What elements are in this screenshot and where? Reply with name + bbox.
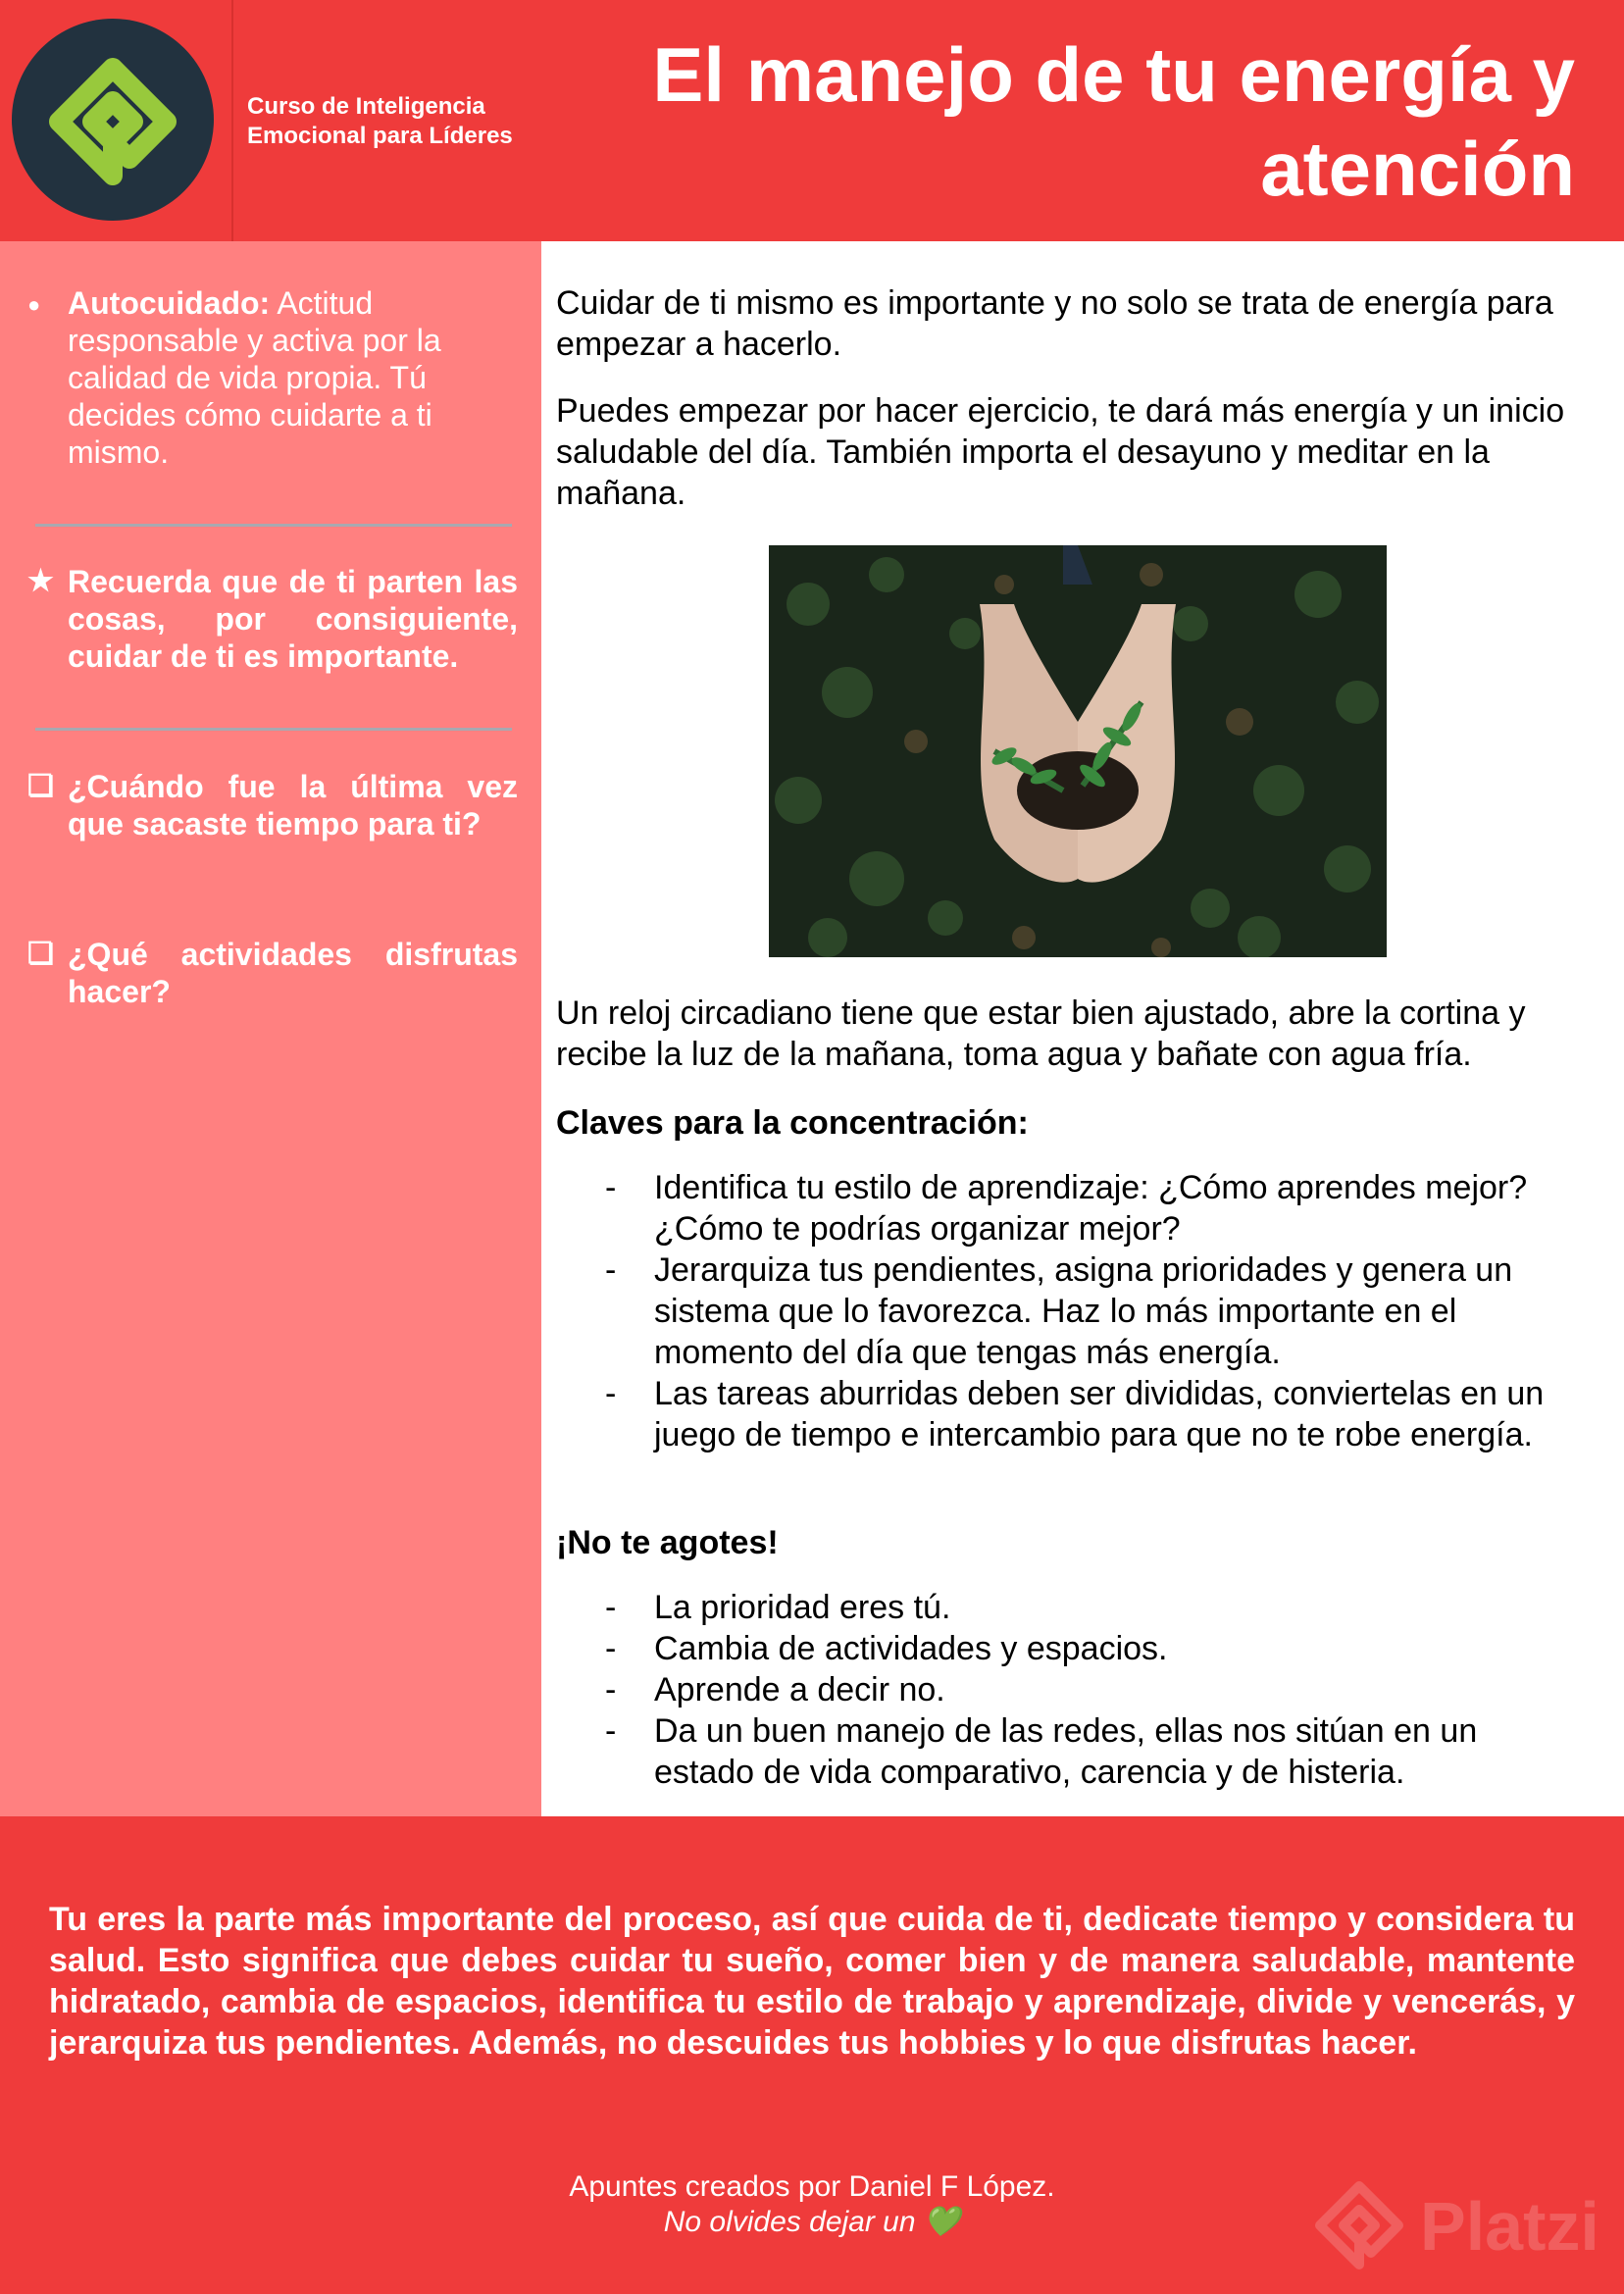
- header: [0, 0, 1624, 241]
- bullet-icon: ●: [27, 292, 41, 317]
- list-item: - Jerarquiza tus pendientes, asigna prioridades y genera un sistema que lo favorezca. Haz lo más importante en el momento del día que tengas más energía.: [605, 1251, 1513, 1371]
- star-icon: ★: [27, 565, 54, 597]
- concentration-list: [605, 1167, 1586, 1455]
- sidebar: [0, 241, 541, 1816]
- paragraph-3: Un reloj circadiano tiene que estar bien ajustado, abre la cortina y recibe la luz de la mañana, toma agua y bañate con agua fría.: [556, 994, 1526, 1073]
- platzi-watermark: [1310, 2176, 1604, 2274]
- divider: [35, 728, 512, 731]
- heading-no-agotes: ¡No te agotes!: [556, 1524, 779, 1561]
- list-item: - Da un buen manejo de las redes, ellas nos sitúan en un estado de vida comparativo, carencia y de histeria.: [605, 1712, 1478, 1791]
- logo-box: [0, 0, 233, 241]
- reminder-text: Recuerda que de ti parten las cosas, por consiguiente, cuidar de ti es importante.: [68, 564, 518, 674]
- question-text: ¿Cuándo fue la última vez que sacaste tiempo para ti?: [68, 769, 518, 841]
- sidebar-question-2: [27, 936, 518, 1010]
- checkbox-icon: ❏: [27, 938, 54, 970]
- list-item: - Cambia de actividades y espacios.: [605, 1630, 1168, 1667]
- credit-author: Apuntes creados por Daniel F López.: [569, 2170, 1055, 2203]
- footer: [0, 1816, 1624, 2294]
- list-item: - La prioridad eres tú.: [605, 1589, 951, 1626]
- sidebar-reminder: [27, 563, 518, 675]
- sidebar-question-1: [27, 768, 518, 842]
- divider: [35, 524, 512, 527]
- list-item: - Las tareas aburridas deben ser divididas, conviertelas en un juego de tiempo e intercambio para que no te robe energía.: [605, 1375, 1545, 1453]
- sidebar-definition: [27, 284, 518, 471]
- course-name: Curso de Inteligencia Emocional para Líderes: [247, 93, 513, 149]
- heart-icon: 💚: [923, 2206, 961, 2238]
- platzi-logo: [12, 19, 214, 221]
- heading-concentration: Claves para la concentración:: [556, 1104, 1029, 1142]
- platzi-logo-icon: [12, 19, 214, 221]
- checkbox-icon: ❏: [27, 770, 54, 802]
- no-agotes-list: [605, 1587, 1586, 1793]
- hands-plant-image: [769, 545, 1387, 957]
- paragraph-2: Puedes empezar por hacer ejercicio, te dará más energía y un inicio saludable del día. También importa el desayuno y meditar en la mañana.: [556, 392, 1565, 512]
- paragraph-1: Cuidar de ti mismo es importante y no solo se trata de energía para empezar a hacerlo.: [556, 284, 1553, 363]
- summary-text: Tu eres la parte más importante del proceso, así que cuida de ti, dedicate tiempo y considera tu salud. Esto significa que debes cuidar tu sueño, comer bien y de manera saludable, mantente hidratado, cambia de espacios, identifica tu estilo de trabajo y aprendizaje, divide y vencerás, y jerarquiza tus pendientes. Además, no descuides tus hobbies y lo que disfrutas hacer.: [49, 1901, 1575, 2062]
- credit-reminder: No olvides dejar un 💚: [663, 2206, 961, 2238]
- question-text: ¿Qué actividades disfrutas hacer?: [68, 937, 518, 1009]
- list-item: - Aprende a decir no.: [605, 1671, 945, 1708]
- definition-term: Autocuidado:: [68, 285, 271, 321]
- definition-text: Actitud responsable y activa por la calidad de vida propia. Tú decides cómo cuidarte a ti mismo.: [68, 285, 441, 470]
- platzi-watermark-icon: [1310, 2176, 1408, 2274]
- watermark-text: Platzi: [1420, 2188, 1599, 2265]
- page-title: El manejo de tu energía y atención: [652, 31, 1575, 212]
- photo-hands-plant: [769, 545, 1387, 957]
- list-item: - Identifica tu estilo de aprendizaje: ¿Cómo aprendes mejor?¿Cómo te podrías organizar mejor?: [605, 1169, 1528, 1248]
